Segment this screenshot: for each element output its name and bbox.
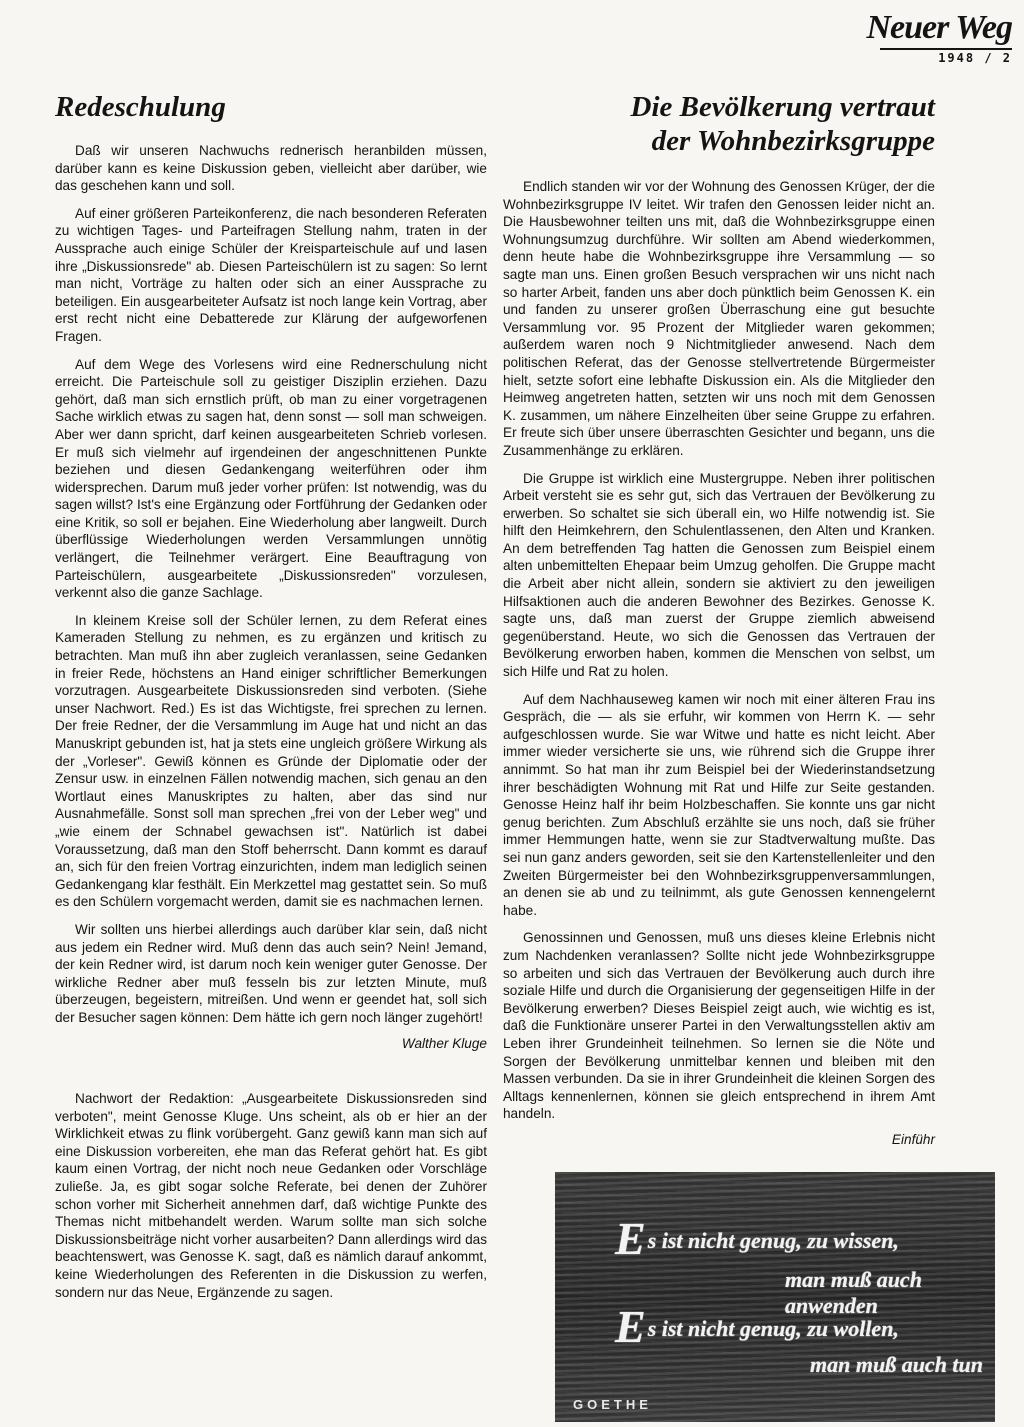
- quote-initial-2: E: [615, 1301, 646, 1352]
- quote-line-3: [615, 1300, 899, 1353]
- masthead-rule: [880, 48, 1012, 50]
- editorial-note: Nachwort der Redaktion: „Ausgearbeitete Diskussionsreden sind verboten", meint Genosse Kluge. Uns scheint, als ob er hier an der Wirklichkeit etwas zu flink vorübergeht. Ganz gewiß kann man sich auf eine Diskussion vorbereiten, ehe man das Referat gehört hat. Es gibt kaum einen Vortrag, der nicht noch neue Gedanken oder Vorschläge zuließe. Ja, es gibt sogar solche Referate, bei denen der Zuhörer schon vorher mit Sicherheit annehmen darf, daß wichtige Punkte des Themas nicht mitbehandelt werden. Warum sollte man sich solche Diskussionsbeiträge nicht vorher ausarbeiten? Dann allerdings wird das beachtenswert, was Genosse K. sagt, daß es nämlich darauf ankommt, keine Wiederholungen des Referenten in die Diskussion zu werfen, sondern nur das Neue, Ergänzende zu sagen.: [55, 1091, 487, 1300]
- left-paragraph-2: Auf einer größeren Parteikonferenz, die nach besonderen Referaten zu wichtigen Tages- und Parteifragen Stellung nahm, traten in der Aussprache auch einige Schüler der Kreisparteischule auf und lasen ihre „Diskussionsrede" ab. Diesen Parteischülern ist zu sagen: So lernt man nicht, Vorträge zu halten oder sich an einer Aussprache zu beteiligen. Ein ausgearbeiteter Aufsatz ist noch lange kein Vortrag, aber erst recht nicht eine Debatterede zur Klärung der aufgeworfenen Fragen.: [55, 205, 487, 344]
- right-signature: Einführ: [891, 1131, 935, 1147]
- right-paragraph-3: Auf dem Nachhauseweg kamen wir noch mit einer älteren Frau ins Gespräch, die — als sie erfuhr, wir kommen von Herrn K. — sehr aufgeschlossen wurde. Sie war Witwe und hatte es nicht leicht. Aber immer wieder versicherte sie uns, wie rührend sich die Gruppe ihrer annimmt. So hat man ihr zum Beispiel bei der Wiederinstandsetzung ihrer beschädigten Wohnung mit Rat und Hilfe zur Seite gestanden. Genosse Heinz half ihr beim Holzbeschaffen. Sie konnte uns gar nicht genug berichten. Zum Abschluß erzählte sie uns noch, daß sie früher immer Hemmungen hatte, wenn sie zur Stadtverwaltung mußte. Das sei nun ganz anders geworden, seit sie den Kartenstellenleiter und den Zweiten Bürgermeister bei den Wohnbezirksgruppenversammlungen, an denen sie ab und zu teilnimmt, als gute Genossen kennengelernt habe.: [503, 691, 935, 918]
- quote-line-2: man muß auch anwenden: [785, 1267, 922, 1318]
- article-redeschulung: [55, 90, 487, 1311]
- quote-line-1: [615, 1212, 899, 1265]
- quote-author: GOETHE: [573, 1397, 652, 1412]
- left-paragraph-4: In kleinem Kreise soll der Schüler lernen, zu dem Referat eines Kameraden Stellung zu nehmen, es zu ergänzen und kritisch zu betrachten. Man muß ihn aber zugleich veranlassen, seine Gedanken in freier Rede, höchstens an Hand einiger schriftlicher Bemerkungen vorzutragen. Ausgearbeitete Diskussionsreden sind verboten. (Siehe unser Nachwort. Red.) Es ist das Wichtigste, frei sprechen zu lernen. Der freie Redner, der die Versammlung im Auge hat und nicht an das Manuskript gebunden ist, hat ja stets eine ungleich größere Wirkung als der „Vorleser". Gewiß können es Gründe der Diplomatie oder der Zensur usw. in einzelnen Fällen notwendig machen, sich genau an den Wortlaut eines Manuskriptes zu halten, aber das sind nur Ausnahmefälle. Sonst soll man sprechen „frei von der Leber weg" und „wie einem der Schnabel gewachsen ist". Natürlich ist dabei Voraussetzung, daß man den Stoff beherrscht. Dann kommt es darauf an, sich für den freien Vortrag einzurichten, indem man lediglich seinen Gedankengang klar festhält. Ein Merkzettel mag gestattet sein. So muß es den Schülern vorgemacht werden, damit sie es nachmachen lernen.: [55, 612, 487, 910]
- left-paragraph-5: Wir sollten uns hierbei allerdings auch darüber klar sein, daß nicht aus jedem ein Redner wird. Muß denn das auch sein? Nein! Jemand, der kein Redner wird, ist darum noch kein weniger guter Genosse. Der wirkliche Redner aber muß fesseln bis zur letzten Minute, muß überzeugen, begeistern, mitreißen. Und wenn er geendet hat, soll sich der Besucher sagen können: Dem hätte ich gern noch länger zugehört!: [55, 921, 487, 1025]
- quote-line-4: man muß auch tun: [810, 1352, 984, 1377]
- left-signature: Walther Kluge: [401, 1035, 487, 1051]
- right-paragraph-1: Endlich standen wir vor der Wohnung des Genossen Krüger, der die Wohnbezirksgruppe IV leitet. Wir trafen den Genossen leider nicht an. Die Hausbewohner teilten uns mit, daß die Wohnbezirksgruppe einen Wohnungsumzug durchführe. Wir sollten am Abend wiederkommen, denn heute habe die Wohnbezirksgruppe ihre Versammlung — so sagte man uns. Einen großen Besuch versprachen wir uns nicht nach so harter Arbeit, fanden uns aber doch pünktlich beim Genossen K. ein und fanden zu unserer großen Überraschung eine gut besuchte Versammlung vor. 95 Prozent der Mitglieder waren gekommen; außerdem waren noch 9 Nichtmitglieder anwesend. Nach dem politischen Referat, das der Genosse stellvertretende Bürgermeister hielt, setzte sofort eine lebhafte Diskussion ein. Als die Mitglieder den Heimweg angetreten hatten, setzten wir uns noch mit dem Genossen K. zusammen, um nähere Einzelheiten über seine Gruppe zu erfahren. Er freute sich über unsere überraschten Gesichter und begann, uns die Zusammenhänge zu erklären.: [503, 179, 935, 458]
- right-paragraph-4: Genossinnen und Genossen, muß uns dieses kleine Erlebnis nicht zum Nachdenken veranlassen? Sollte nicht jede Wohnbezirksgruppe so arbeiten und sich das Vertrauen der Bevölkerung auch durch ihre soziale Hilfe und durch die Organisierung der gegenseitigen Hilfe in der Bevölkerung erwerben? Dieses Beispiel zeigt auch, wie wichtig es ist, daß die Funktionäre unserer Partei in den Verwaltungsstellen aktiv am Leben ihrer Grundeinheit teilnehmen. So lernen sie die Nöte und Sorgen der Bevölkerung unmittelbar kennen und bleiben mit den Massen verbunden. Da sie in ihrer Grundeinheit die kleinen Sorgen des Alltags kennenlernen, können sie gleich entsprechend in ihrem Amt handeln.: [503, 930, 935, 1122]
- article-title-right-line2: der Wohnbezirksgruppe: [651, 125, 935, 157]
- article-wohnbezirksgruppe: [503, 90, 935, 1148]
- quote-text-3: s ist nicht genug, zu wollen,: [647, 1316, 899, 1341]
- article-title-left: Redeschulung: [55, 91, 226, 123]
- goethe-quote-box: [555, 1172, 995, 1422]
- masthead-issue: 1948 / 2: [938, 51, 1012, 65]
- article-title-right-line1: Die Bevölkerung vertraut: [630, 91, 935, 123]
- masthead-title: Neuer Weg: [866, 9, 1012, 46]
- left-paragraph-1: Daß wir unseren Nachwuchs rednerisch heranbilden müssen, darüber kann es keine Diskussion geben, vielleicht aber darüber, wie das geschehen kann und soll.: [55, 143, 487, 194]
- article-title-right: [503, 90, 935, 158]
- right-paragraph-2: Die Gruppe ist wirklich eine Mustergruppe. Neben ihrer politischen Arbeit versteht sie es sehr gut, sich das Vertrauen der Bevölkerung zu erwerben. So schaltet sie sich überall ein, wo Hilfe notwendig ist. Sie hilft den Heimkehrern, den Schulentlassenen, den Alten und Kranken. An dem betreffenden Tag hatten die Genossen zum Beispiel einem alten unbemittelten Ehepaar beim Umzug geholfen. Die Gruppe macht die Arbeit aber nicht allein, sondern sie aktiviert zu den jeweiligen Hilfsaktionen auch die anderen Bewohner des Bezirkes. Genosse K. sagte uns, daß man zuerst der Gruppe ziemlich abweisend gegenüberstand. Heute, wo sich die Genossen das Vertrauen der Bevölkerung erworben haben, kommen die Menschen von selbst, um sich Hilfe und Rat zu holen.: [503, 470, 935, 680]
- quote-text-1: s ist nicht genug, zu wissen,: [647, 1228, 899, 1253]
- quote-initial-1: E: [615, 1213, 646, 1264]
- masthead: [862, 10, 1012, 65]
- left-paragraph-3: Auf dem Wege des Vorlesens wird eine Rednerschulung nicht erreicht. Die Parteischule soll zu geistiger Disziplin erziehen. Dazu gehört, daß man sich ernstlich prüft, ob man zu einer vorgetragenen Sache wirklich etwas zu sagen hat, denn sonst — soll man schweigen. Aber wer dann spricht, darf keinen ausgearbeiteten Schrieb vorlesen. Er muß sich vielmehr auf irgendeinen der angeschnittenen Punkte beziehen und diesen Gedankengang weiterführen oder ihm widersprechen. Darum muß jeder vorher prüfen: Ist notwendig, was du sagen willst? Ist's eine Ergänzung oder Fortführung der Gedanken oder eine Kritik, so soll er bejahen. Eine Wiederholung aber langweilt. Durch überflüssige Wiederholungen werden Versammlungen unnötig verlängert, die Teilnehmer verärgert. Eine Beauftragung von Parteischülern, ausgearbeitete „Diskussionsreden" vorzulesen, verkennt also die ganze Sachlage.: [55, 356, 487, 601]
